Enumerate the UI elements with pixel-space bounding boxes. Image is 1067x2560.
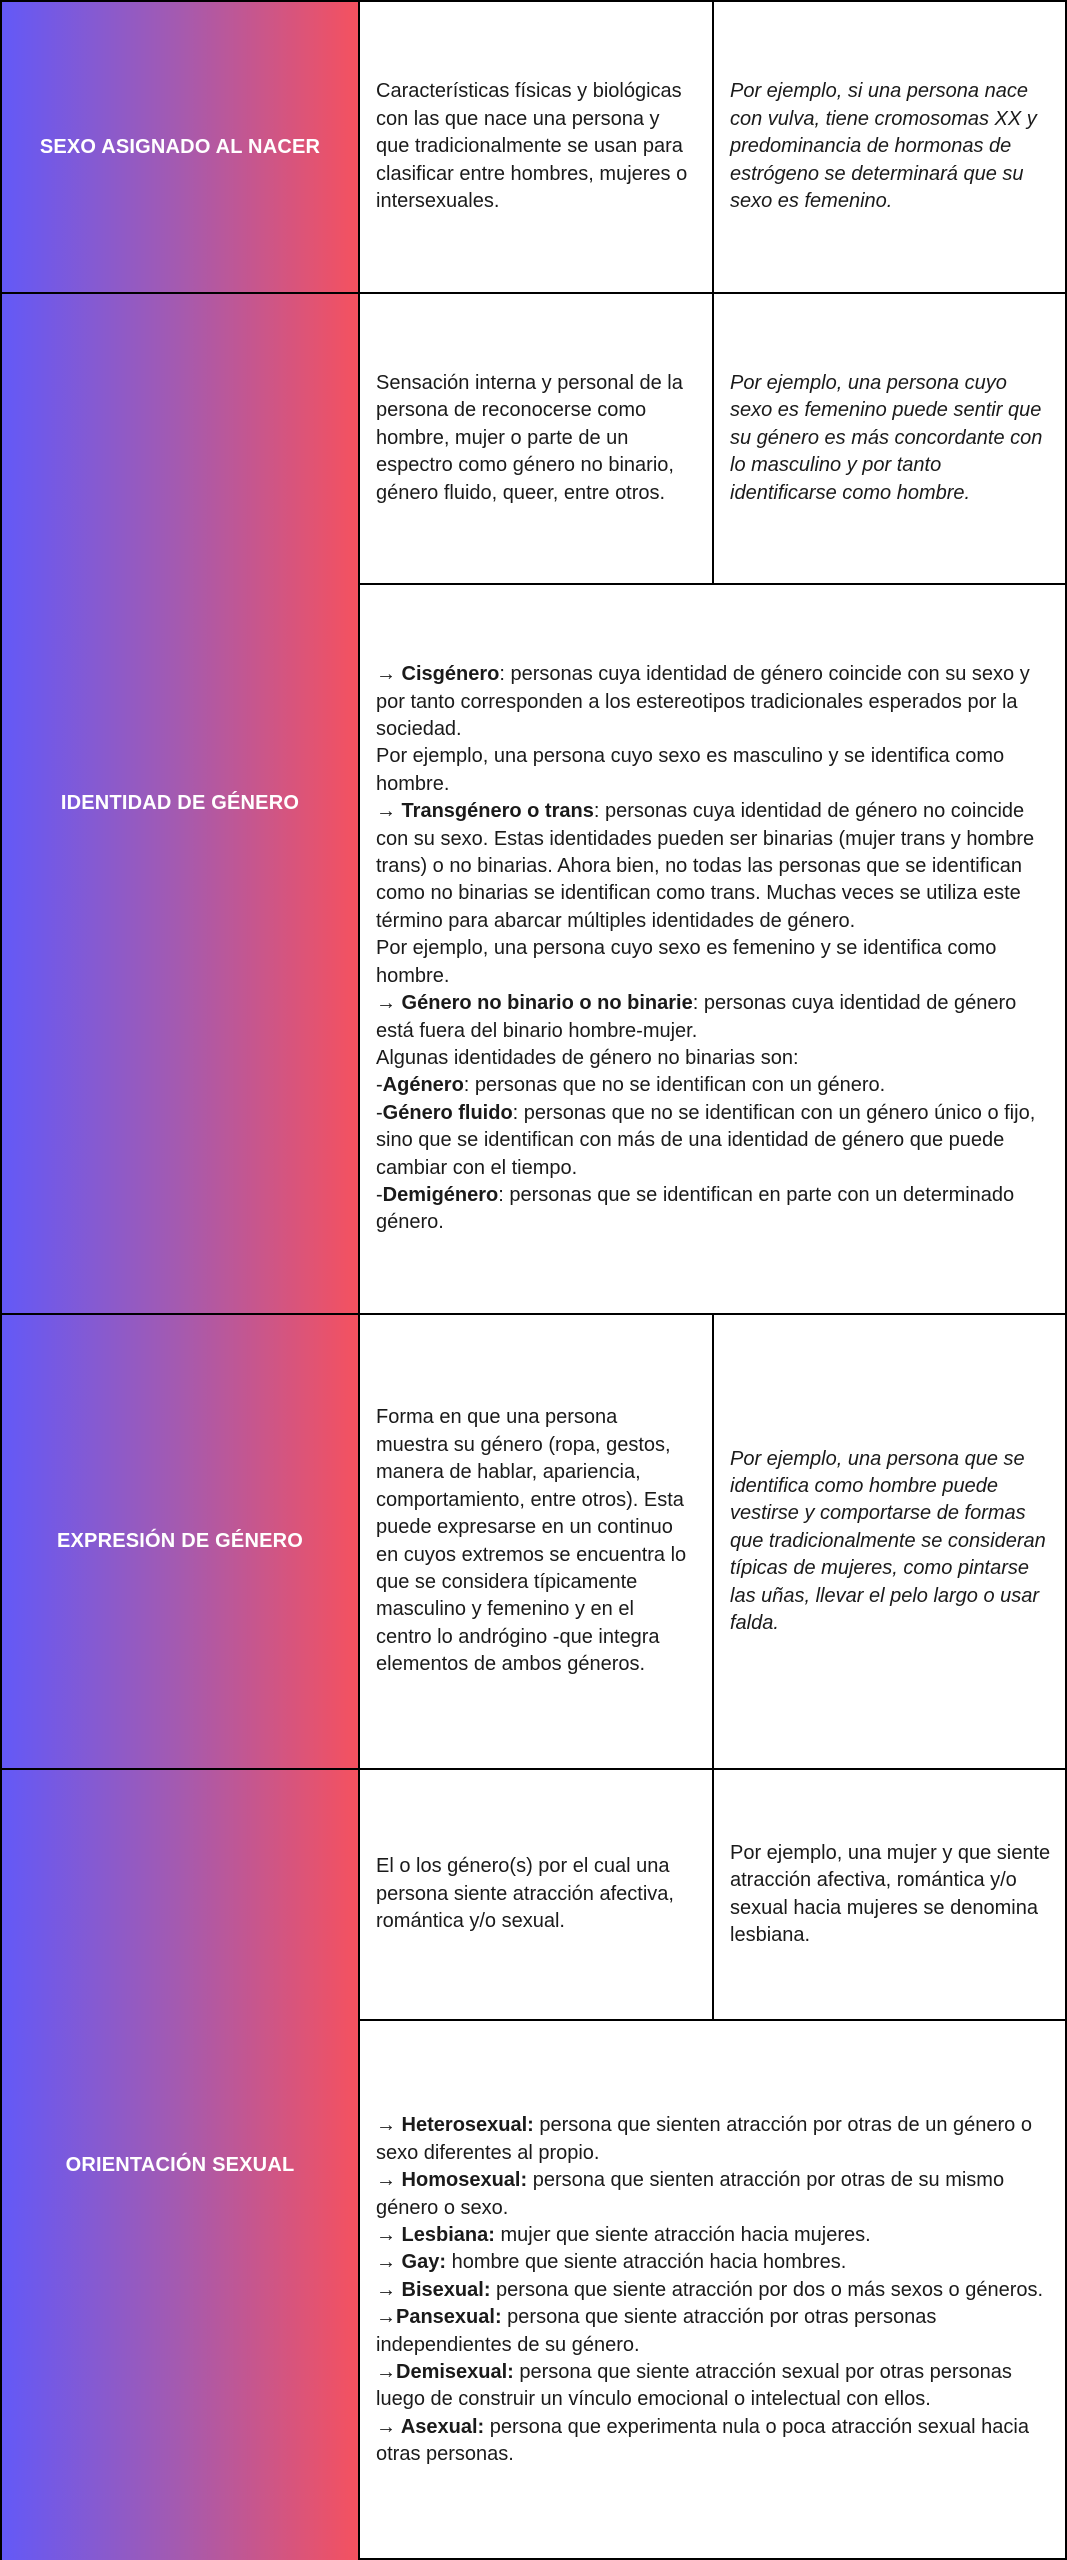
agenero-entry: -Agénero: personas que no se identifican con un género. — [376, 1074, 886, 1097]
orientation-definition: persona que experimenta nula o poca atracción sexual hacia otras personas. — [376, 2415, 1029, 2466]
definition-agenero: : personas que no se identifican con un género. — [463, 1074, 886, 1097]
details-orientacion-sexual — [360, 2021, 1067, 2560]
orientation-definition: persona que siente atracción por otras personas independientes de su género. — [376, 2306, 937, 2356]
demigenero-entry: -Demigénero: personas que se identifican en parte con un determinado género. — [376, 1183, 1015, 1234]
category-orientacion-sexual — [2, 1770, 360, 2560]
category-sexo-asignado — [2, 2, 360, 294]
definition-orientacion-sexual — [360, 1770, 714, 2021]
definition-cisgenero: : personas cuya identidad de género coincide con su sexo y por tanto corresponden a los estereotipos tradicionales esperados por la sociedad. — [376, 663, 1030, 741]
term-demigenero: Demigénero — [382, 1183, 499, 1206]
definition-expresion-genero — [360, 1315, 714, 1770]
orientation-definition: persona que sienten atracción por otras de su mismo género o sexo. — [376, 2169, 1005, 2219]
genero-fluido-entry: -Género fluido: personas que no se identifican con un género único o fijo, sino que se identifican con más de una identidad de género que puede cambiar con el tiempo. — [376, 1101, 1036, 1179]
category-label: ORIENTACIÓN SEXUAL — [65, 2153, 295, 2176]
no-binario-entry — [376, 990, 1051, 1045]
cisgenero-entry — [376, 661, 1051, 743]
orientation-term: → Bisexual: — [376, 2278, 491, 2301]
transgenero-entry — [376, 798, 1051, 935]
orientation-definition: persona que siente atracción sexual por otras personas luego de construir un vínculo emocional o intelectual con ellos. — [376, 2361, 1012, 2411]
definition-demigenero: : personas que se identifican en parte con un determinado género. — [376, 1183, 1015, 1234]
orientation-entry — [376, 2167, 1051, 2222]
orientation-entry — [376, 2304, 1051, 2359]
example-identidad-genero — [714, 294, 1067, 585]
example-text: Por ejemplo, una persona que se identifica como hombre puede vestirse y comportarse de formas que tradicionalmente se consideran típicas de mujeres, como pintarse las uñas, llevar el pelo largo o usar falda. — [730, 1447, 1046, 1635]
category-label: SEXO ASIGNADO AL NACER — [39, 135, 321, 158]
definition-no-binario: : personas cuya identidad de género está fuera del binario hombre-mujer. — [376, 992, 1017, 1042]
term-no-binario: → Género no binario o no binarie — [376, 992, 693, 1015]
term-cisgenero: → Cisgénero — [376, 663, 500, 686]
orientation-entry — [376, 2112, 1051, 2167]
orientation-definition: persona que sienten atracción por otras de un género o sexo diferentes al propio. — [376, 2114, 1032, 2164]
orientation-definition: persona que siente atracción por dos o más sexos o géneros. — [490, 2278, 1044, 2301]
orientation-term: → Lesbiana: — [376, 2223, 495, 2246]
example-text: Por ejemplo, una mujer y que siente atracción afectiva, romántica y/o sexual hacia mujeres se denomina lesbiana. — [730, 1841, 1051, 1946]
no-binario-intro: Algunas identidades de género no binarias son: — [376, 1046, 799, 1069]
orientation-term: → Homosexual: — [376, 2169, 528, 2192]
term-transgenero: → Transgénero o trans — [376, 800, 594, 823]
orientation-term: → Gay: — [376, 2251, 447, 2274]
definition-text: Sensación interna y personal de la persona de reconocerse como hombre, mujer o parte de un espectro como género no binario, género fluido, queer, entre otros. — [376, 371, 683, 504]
definition-text: Forma en que una persona muestra su género (ropa, gestos, manera de hablar, apariencia, comportamiento, entre otros). Esta puede expresarse en un continuo en cuyos extremos se encuentra lo que se considera típicamente masculino y femenino y en el centro lo andrógino -que integra elementos de ambos géneros. — [376, 1406, 687, 1676]
example-orientacion-sexual — [714, 1770, 1067, 2021]
example-sexo-asignado — [714, 2, 1067, 294]
example-expresion-genero — [714, 1315, 1067, 1770]
orientation-entry — [376, 2359, 1051, 2414]
details-identidad-genero — [360, 585, 1067, 1315]
orientation-entry — [376, 2249, 1051, 2276]
term-agenero: Agénero — [382, 1074, 464, 1097]
orientation-definition: mujer que siente atracción hacia mujeres. — [494, 2223, 871, 2246]
category-identidad-genero — [2, 294, 360, 1315]
orientation-entry — [376, 2414, 1051, 2469]
definition-genero-fluido: : personas que no se identifican con un género único o fijo, sino que se identifican con más de una identidad de género que puede cambiar con el tiempo. — [376, 1101, 1036, 1179]
orientation-term: → Asexual: — [376, 2415, 485, 2438]
orientation-term: →Pansexual: — [376, 2306, 502, 2329]
definition-transgenero: : personas cuya identidad de género no coincide con su sexo. Estas identidades pueden ser binarias (mujer trans y hombre trans) o no binarias. Ahora bien, no todas las personas que se identifican como no binarias se identifican como trans. Muchas veces se utiliza este término para abarcar múltiples identidades de género. — [376, 800, 1035, 932]
example-text: Por ejemplo, si una persona nace con vulva, tiene cromosomas XX y predominancia de hormonas de estrógeno se determinará que su sexo es femenino. — [730, 80, 1037, 213]
orientation-entry — [376, 2222, 1051, 2249]
definition-text: El o los género(s) por el cual una persona siente atracción afectiva, romántica y/o sexual. — [376, 1855, 674, 1933]
definition-sexo-asignado — [360, 2, 714, 294]
orientation-term: → Heterosexual: — [376, 2114, 534, 2137]
category-label: EXPRESIÓN DE GÉNERO — [56, 1530, 304, 1552]
category-label: IDENTIDAD DE GÉNERO — [60, 792, 300, 814]
category-expresion-genero — [2, 1315, 360, 1770]
orientation-term: →Demisexual: — [376, 2361, 514, 2384]
transgenero-example: Por ejemplo, una persona cuyo sexo es femenino y se identifica como hombre. — [376, 937, 997, 987]
definition-identidad-genero — [360, 294, 714, 585]
cisgenero-example: Por ejemplo, una persona cuyo sexo es masculino y se identifica como hombre. — [376, 745, 1005, 795]
orientation-entry — [376, 2277, 1051, 2304]
example-text: Por ejemplo, una persona cuyo sexo es femenino puede sentir que su género es más concordante con lo masculino y por tanto identificarse como hombre. — [730, 371, 1043, 504]
orientation-definition: hombre que siente atracción hacia hombres. — [446, 2251, 847, 2274]
term-genero-fluido: Género fluido — [382, 1101, 513, 1124]
definition-text: Características físicas y biológicas con las que nace una persona y que tradicionalmente se usan para clasificar entre hombres, mujeres o intersexuales. — [376, 80, 688, 213]
